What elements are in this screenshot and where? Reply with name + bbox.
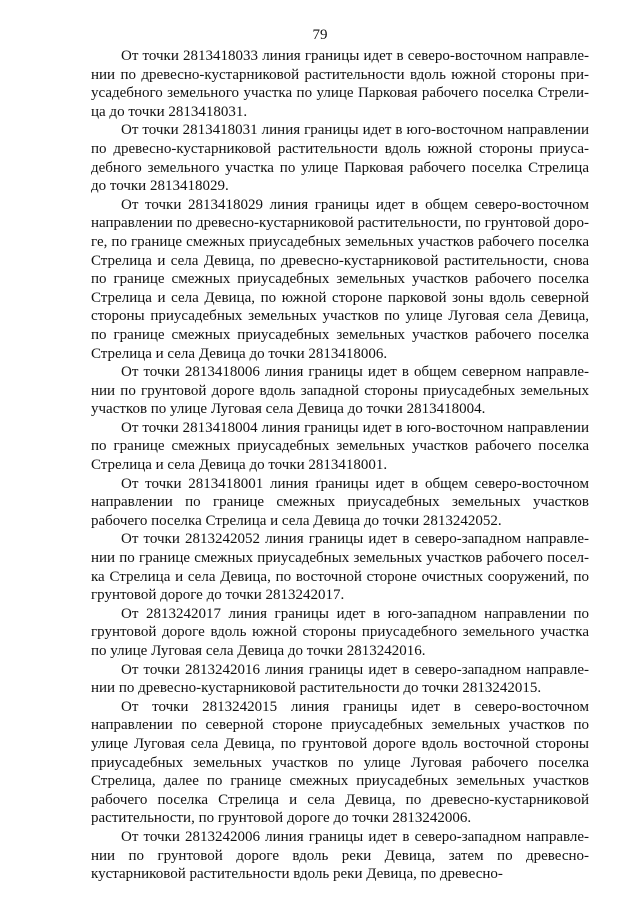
document-body bbox=[91, 47, 589, 884]
paragraph-9: От точки 2813242016 линия границы идет в северо-западном направлении по древесно-кустарниковой растительности до точки 2813242015. bbox=[91, 661, 589, 697]
paragraph-10: От точки 2813242015 линия границы идет в северо-восточном направлении по северной стороне приусадебных земельных участков по улице Луговая села Девица, по грунтовой дороге вдоль восточной стороны приусадебных земельных участков по улице Луговая рабочего поселка Стрелица, далее по границе смежных приусадебных земельных участков рабочего поселка Стрелица и села Девица, по древесно-кустарниковой растительности, по грунтовой дороге до точки 2813242006. bbox=[91, 698, 589, 827]
paragraph-2: От точки 2813418031 линия границы идет в юго-восточном направлении по древесно-кустарниковой растительности вдоль южной стороны приусадебного земельного участка по улице Парковая рабочего поселка Стрелица до точки 2813418029. bbox=[91, 122, 589, 195]
paragraph-6: От точки 2813418001 линия ґраницы идет в общем северо-восточном направлении по границе смежных приусадебных земельных участков рабочего поселка Стрелица и села Девица до точки 2813242052. bbox=[91, 475, 589, 529]
paragraph-4: От точки 2813418006 линия границы идет в общем северном направлении по грунтовой дороге вдоль западной стороны приусадебных земельных участков по улице Луговая села Девица до точки 2813418004. bbox=[91, 364, 589, 418]
paragraph-3: От точки 2813418029 линия границы идет в общем северо-восточном направлении по древесно-кустарниковой растительности, по грунтовой дороге, по границе смежных приусадебных земельных участков рабочего поселка Стрелица и села Девица, по древесно-кустарниковой растительности, снова по границе смежных приусадебных земельных участков рабочего поселка Стрелица и села Девица, по южной стороне парковой зоны вдоль северной стороны приусадебных земельных участков по улице Луговая села Девица, по границе смежных приусадебных земельных участков рабочего поселка Стрелица и села Девица до точки 2813418006. bbox=[91, 196, 589, 362]
paragraph-11: От точки 2813242006 линия границы идет в северо-западном направлении по грунтовой дороге вдоль реки Девица, затем по древесно-кустарниковой растительности вдоль реки Девица, по древесно- bbox=[91, 828, 589, 883]
paragraph-7: От точки 2813242052 линия границы идет в северо-западном направлении по границе смежных приусадебных земельных участков рабочего поселка Стрелица и села Девица, по восточной стороне очистных сооружений, по грунтовой дороге до точки 2813242017. bbox=[91, 531, 589, 604]
paragraph-1: От точки 2813418033 линия границы идет в северо-восточном направлении по древесно-кустарниковой растительности вдоль южной стороны приусадебного земельного участка по улице Парковая рабочего поселка Стрелица до точки 2813418031. bbox=[91, 48, 589, 120]
page-number: 79 bbox=[312, 27, 328, 43]
paragraph-5: От точки 2813418004 линия границы идет в юго-восточном направлении по границе смежных приусадебных земельных участков рабочего поселка Стрелица и села Девица до точки 2813418001. bbox=[91, 419, 589, 474]
paragraph-8: От 2813242017 линия границы идет в юго-западном направлении по грунтовой дороге вдоль южной стороны приусадебного земельного участка по улице Луговая села Девица до точки 2813242016. bbox=[91, 605, 589, 659]
